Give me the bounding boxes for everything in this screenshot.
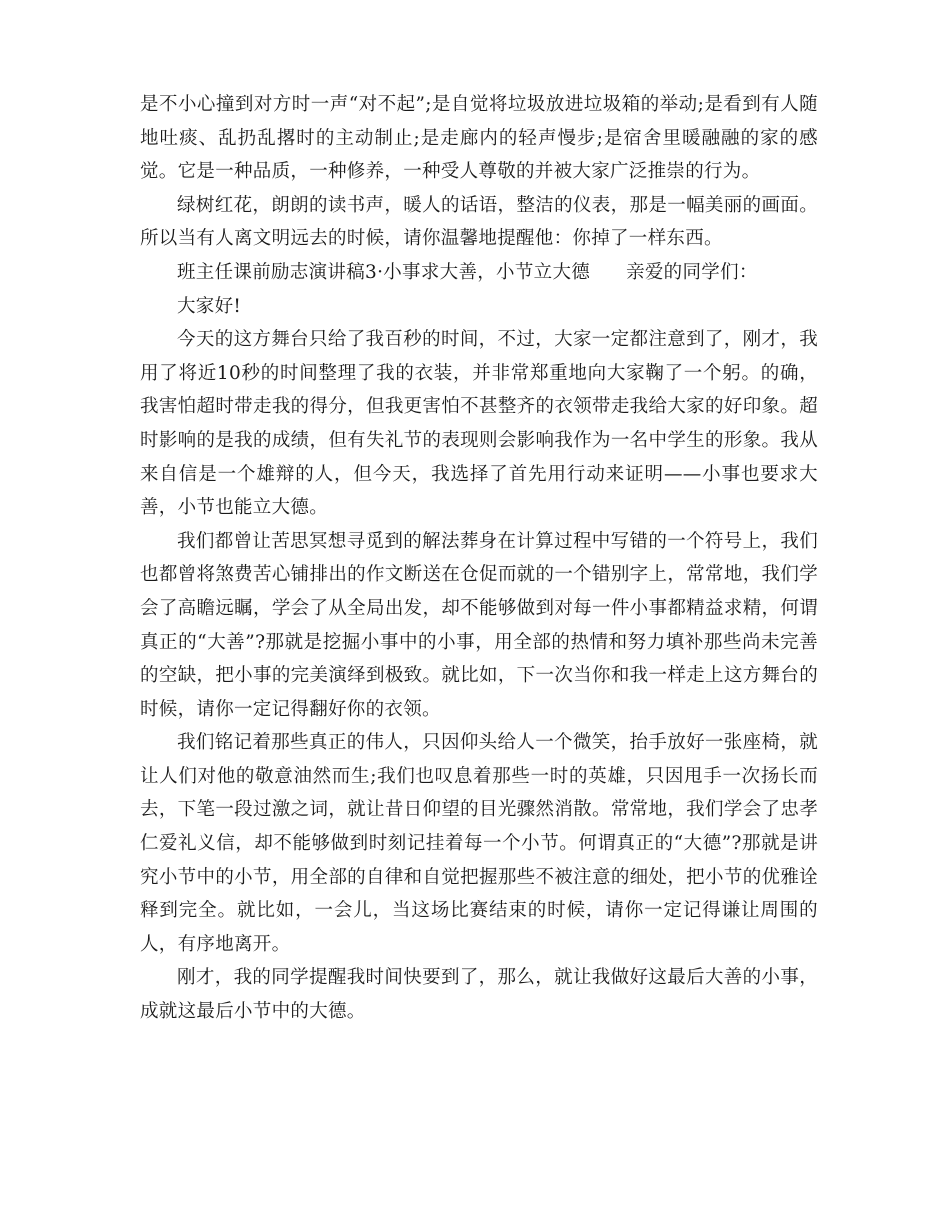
paragraph-hello: 大家好! [177, 295, 242, 317]
paragraph-opening: 今天的这方舞台只给了我百秒的时间，不过，大家一定都注意到了，刚才，我用了将近10秒的时间整理了我的衣装，并非常郑重地向大家鞠了一个躬。的确，我害怕超时带走我的得分，但我更害怕不甚整齐的衣领带走我给大家的好印象。超时影响的是我的成绩，但有失礼节的表现则会影响我作为一名中学生的形象。我从来自信是一个雄辩的人，但今天，我选择了首先用行动来证明——小事也要求大善，小节也能立大德。 [140, 329, 818, 519]
paragraph-great-good: 我们都曾让苦思冥想寻觅到的解法葬身在计算过程中写错的一个符号上，我们也都曾将煞费苦心铺排出的作文断送在仓促而就的一个错别字上，常常地，我们学会了高瞻远瞩，学会了从全局出发，却不能够做到对每一件小事都精益求精，何谓真正的“大善”?那就是挖掘小事中的小事，用全部的热情和努力填补那些尚未完善的空缺，把小事的完美演绎到极致。就比如，下一次当你和我一样走上这方舞台的时候，请你一定记得翻好你的衣领。 [140, 530, 818, 720]
speech-title: 班主任课前励志演讲稿3·小事求大善，小节立大德 [177, 261, 591, 283]
paragraph-civility-description: 是不小心撞到对方时一声“对不起”;是自觉将垃圾放进垃圾箱的举动;是看到有人随地吐痰、乱扔乱撂时的主动制止;是走廊内的轻声慢步;是宿舍里暖融融的家的感觉。它是一种品质，一种修养，一种受人尊敬的并被大家广泛推崇的行为。 [140, 94, 818, 183]
speech-heading [140, 256, 818, 290]
paragraph-closing: 刚才，我的同学提醒我时间快要到了，那么，就让我做好这最后大善的小事，成就这最后小节中的大德。 [140, 967, 818, 1023]
paragraph-great-virtue: 我们铭记着那些真正的伟人，只因仰头给人一个微笑，抬手放好一张座椅，就让人们对他的敬意油然而生;我们也叹息着那些一时的英雄，只因甩手一次扬长而去，下笔一段过激之词，就让昔日仰望的目光骤然消散。常常地，我们学会了忠孝仁爱礼义信，却不能够做到时刻记挂着每一个小节。何谓真正的“大德”?那就是讲究小节中的小节，用全部的自律和自觉把握那些不被注意的细处，把小节的优雅诠释到完全。就比如，一会儿，当这场比赛结束的时候，请你一定记得谦让周围的人，有序地离开。 [140, 732, 818, 955]
speech-greeting: 亲爱的同学们： [626, 261, 758, 283]
paragraph-civility-reminder: 绿树红花，朗朗的读书声，暖人的话语，整洁的仪表，那是一幅美丽的画面。所以当有人离文明远去的时候，请你温馨地提醒他：你掉了一样东西。 [140, 194, 818, 250]
